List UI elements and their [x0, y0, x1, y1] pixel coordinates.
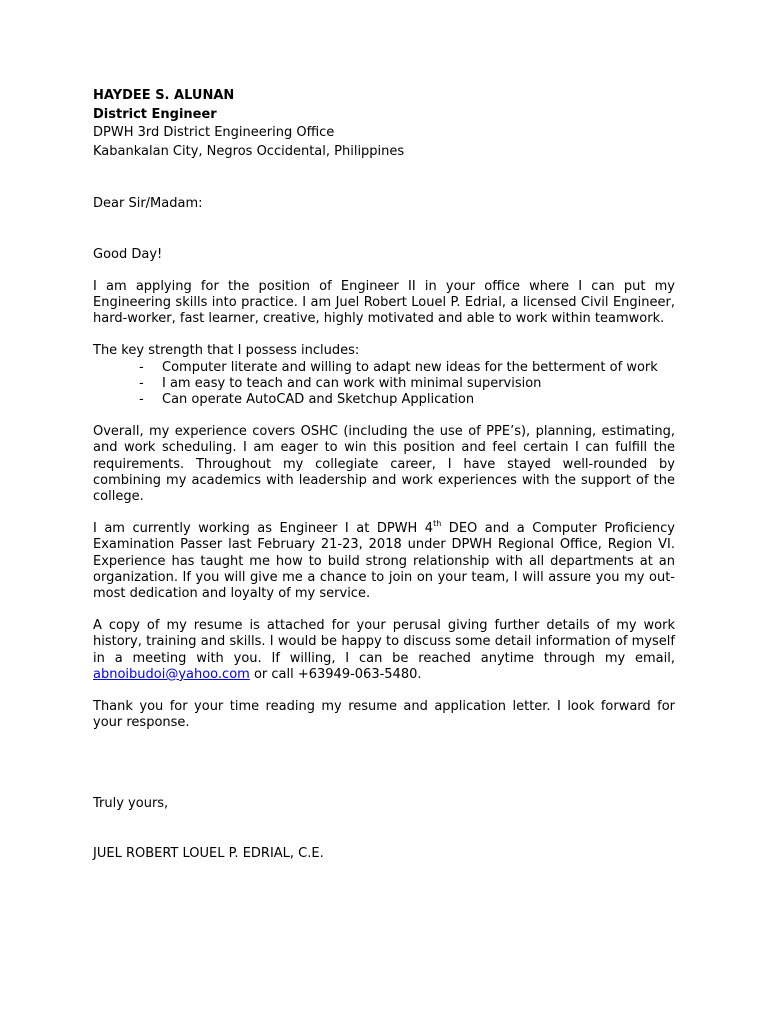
ordinal-suffix: th [433, 519, 442, 529]
intro-paragraph: I am applying for the position of Engineer II in your office where I can put my Engineering skills into practice. I am Juel Robert Louel P. Edrial, a licensed Civil Engineer, hard-worker, fast learner, creative, highly motivated and able to work within teamwork. [93, 278, 675, 327]
signature-name: JUEL ROBERT LOUEL P. EDRIAL, C.E. [93, 845, 324, 861]
recipient-office: DPWH 3rd District Engineering Office [93, 125, 335, 141]
strengths-list [93, 360, 675, 409]
closing: Truly yours, [93, 796, 169, 812]
strength-text: I am easy to teach and can work with minimal supervision [162, 375, 542, 391]
bullet-dash: - [139, 359, 144, 375]
overall-paragraph: Overall, my experience covers OSHC (including the use of PPE’s), planning, estimating, and work scheduling. I am eager to win this position and feel certain I can fulfill the requirements. Throughout my collegiate career, I have stayed well-rounded by combining my academics with leadership and work experiences with the support of the college. [93, 424, 675, 505]
strength-text: Computer literate and willing to adapt new ideas for the betterment of work [162, 359, 658, 375]
recipient-block [93, 87, 675, 161]
salutation: Dear Sir/Madam: [93, 196, 203, 212]
strengths-heading: The key strength that I possess includes: [93, 343, 360, 359]
recipient-name: HAYDEE S. ALUNAN [93, 88, 235, 103]
list-item [93, 360, 675, 376]
bullet-dash: - [139, 375, 144, 391]
recipient-title: District Engineer [93, 106, 217, 122]
list-item [93, 392, 675, 408]
bullet-dash: - [139, 392, 144, 407]
recipient-address: Kabankalan City, Negros Occidental, Philippines [93, 143, 405, 159]
list-item [93, 376, 675, 392]
thanks-paragraph: Thank you for your time reading my resume and application letter. I look forward for your response. [93, 699, 675, 731]
resume-text: A copy of my resume is attached for your perusal giving further details of my work history, training and skills. I would be happy to discuss some detail information of myself in a meeting with you. If willing, I can be reached anytime through my email, [93, 618, 675, 666]
phone-text: or call +63949-063-5480. [249, 666, 422, 682]
letter [93, 87, 675, 862]
email-link[interactable]: abnoibudoi@yahoo.com [93, 666, 250, 682]
strength-text: Can operate AutoCAD and Sketchup Application [162, 392, 475, 407]
current-work-text-rest: DEO and a Computer Proficiency Examination Passer last February 21-23, 2018 under DPWH Regional Office, Region VI. Experience has taught me how to build strong relationship with all departments at an organization. If you will give me a chance to join on your team, I will assure you my out-most dedication and loyalty of my service. [93, 521, 675, 602]
resume-paragraph [93, 618, 675, 683]
current-work-text: I am currently working as Engineer I at DPWH 4 [93, 521, 434, 537]
greeting: Good Day! [93, 246, 163, 262]
current-work-paragraph [93, 521, 675, 602]
